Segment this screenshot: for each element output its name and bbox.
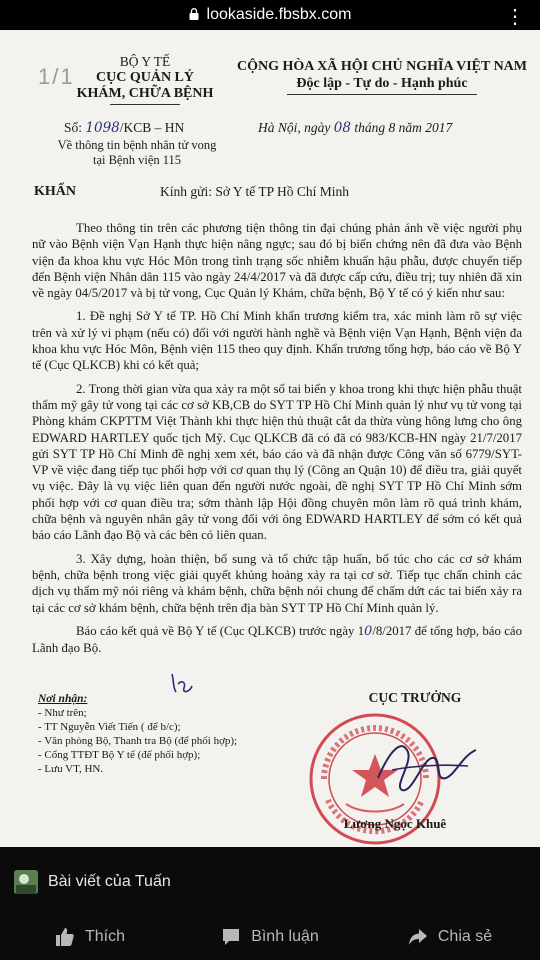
issuer-department-sub: KHÁM, CHỮA BỆNH: [76, 86, 214, 101]
paragraph-closing: [32, 623, 522, 657]
share-button[interactable]: [360, 917, 540, 957]
national-header: [232, 58, 532, 95]
document-image: [0, 30, 540, 847]
issuer-department: CỤC QUẢN LÝ: [96, 70, 194, 85]
paragraph-intro: Theo thông tin trên các phương tiện thông tin đại chúng phản ánh về việc người phụ nữ vào Bệnh viện Vạn Hạnh thực hiện nâng ngực; sau đó bị biến chứng nên đã đưa vào Bệnh viện đa khoa khu vực Hóc Môn trong tình trạng sốc nhiễm khuẩn hậu phẫu, được chuyển tiếp đến Bệnh viện Nhân dân 115 vào ngày 24/4/2017 và đã được cấp cứu, điều trị; tuy nhiên đã xin về ngày 04/5/2017 và bị tử vong, Cục Quản lý Khám, chữa bệnh, Bộ Y tế có ý kiến như sau:: [32, 221, 522, 301]
number-prefix: Số:: [64, 120, 83, 135]
number-handwritten: 1098: [85, 120, 120, 136]
paragraph-item-3: 3. Xây dựng, hoàn thiện, bổ sung và tổ chức tập huấn, bổ túc cho các cơ sở khám bệnh, chữa bệnh trong việc giải quyết khủng hoảng xảy ra tại cơ sở. Tiếp tục chấn chỉnh các dịch vụ thẩm mỹ nói riêng và khám bệnh, chữa bệnh nói chung để chấm dứt các tai biến xảy ra tại các cơ sở khám bệnh, chữa bệnh trên địa bàn SYT TP Hồ Chí Minh quản lý.: [32, 551, 522, 615]
motto-divider: [287, 94, 477, 95]
post-footer: [0, 847, 540, 960]
thumbs-up-icon: [55, 927, 75, 947]
date-prefix: Hà Nội, ngày: [258, 120, 331, 135]
page-indicator: 1/1: [38, 64, 75, 89]
issuer-header: [60, 54, 230, 105]
comment-label: Bình luận: [251, 928, 319, 945]
recipients-title: Nơi nhận:: [38, 693, 88, 705]
document-body: [32, 220, 522, 663]
like-label: Thích: [84, 928, 125, 945]
like-button[interactable]: [0, 917, 180, 957]
recipient-item: - Cổng TTĐT Bộ Y tế (để phối hợp);: [38, 749, 201, 761]
signer-name: Lương Ngọc Khuê: [343, 816, 447, 831]
post-author-label: Bài viết của Tuấn: [48, 873, 171, 890]
closing-handwritten-digit: 0: [364, 623, 373, 639]
signer-title: CỤC TRƯỞNG: [368, 690, 462, 705]
post-actions: [0, 917, 540, 957]
national-title: CỘNG HÒA XÃ HỘI CHỦ NGHĨA VIỆT NAM: [236, 59, 527, 74]
issuer-ministry: BỘ Y TẾ: [119, 54, 171, 69]
recipient-item: - Lưu VT, HN.: [38, 763, 104, 775]
paragraph-item-2: 2. Trong thời gian vừa qua xảy ra một số tai biến y khoa trong khi thực hiện phẫu thuật thẩm mỹ gây tử vong tại các cơ sở KB,CB do SYT TP Hồ Chí Minh quản lý như vụ tử vong tại Phòng khám CKPTTM Việt Thành khi thực hiện thủ thuật cắt da thừa vùng hông lưng cho ông EDWARD HARTLEY quốc tịch Mỹ. Cục QLKCB đã có đã có 983/KCB-HN ngày 21/7/2017 gửi SYT TP Hồ Chí Minh đề nghị xem xét, báo cáo và đã nhận được Công văn số 6779/SYT-VP về việc đang tiếp tục phối hợp với cơ quan thụ lý (Công an Quận 10) để điều tra, giải quyết vụ việc. Đây là vụ việc liên quan đến người nước ngoài, đề nghị SYT TP Hồ Chí Minh sớm phối hợp với cơ quan điều tra; sớm thành lập Hội đồng chuyên môn làm rõ quá trình khám, chữa bệnh và nguyên nhân gây tử vong đối với ông EDWARD HARTLEY để sớm có kết quả báo cáo Lãnh đạo Bộ và các bên có liên quan.: [32, 381, 522, 543]
national-motto: Độc lập - Tự do - Hạnh phúc: [296, 76, 468, 91]
header-divider: [110, 104, 180, 105]
document-number: [64, 120, 184, 136]
recipients-list: [38, 692, 237, 776]
share-arrow-icon: [408, 927, 428, 947]
avatar[interactable]: [14, 870, 38, 894]
comment-button[interactable]: [180, 917, 360, 957]
closing-text-post: /8/2017 để tổng hợp, báo cáo Lãnh đạo Bộ.: [32, 623, 522, 656]
post-author[interactable]: [14, 867, 171, 897]
recipient-item: - TT Nguyễn Viết Tiến ( để b/c);: [38, 721, 181, 733]
document-date: [258, 120, 452, 136]
recipient-line: Kính gửi: Sở Y tế TP Hồ Chí Minh: [160, 184, 349, 199]
recipient-item: - Như trên;: [38, 707, 87, 719]
date-rest: tháng 8 năm 2017: [354, 120, 453, 135]
lock-icon: [189, 8, 199, 20]
url-text: lookaside.fbsbx.com: [206, 6, 352, 23]
urgency-label: KHẨN: [34, 184, 76, 199]
comment-icon: [221, 927, 241, 947]
number-suffix: /KCB – HN: [119, 120, 185, 135]
paragraph-item-1: 1. Đề nghị Sở Y tế TP. Hồ Chí Minh khẩn trương kiểm tra, xác minh làm rõ sự việc trên và xử lý vi phạm (nếu có) đối với người hành nghề và Bệnh viện Vạn Hạnh, Bệnh viện đa khoa khu vực Hóc Môn, Bệnh viện 115 theo quy định. Khẩn trương tổng hợp, báo cáo về Bộ Y tế (Cục QLKCB) khi có kết quả;: [32, 309, 522, 373]
document-subject: Về thông tin bệnh nhân tử vong tại Bệnh viện 115: [57, 138, 217, 167]
closing-text-pre: Báo cáo kết quả về Bộ Y tế (Cục QLKCB) trước ngày 1: [76, 623, 365, 638]
share-label: Chia sẻ: [437, 928, 493, 945]
handwritten-signature: [372, 730, 482, 800]
more-options-icon[interactable]: ⋮: [505, 6, 526, 28]
address-bar[interactable]: [0, 6, 540, 24]
date-day-handwritten: 08: [333, 120, 351, 136]
browser-top-bar: [0, 0, 540, 30]
recipient-item: - Văn phòng Bộ, Thanh tra Bộ (để phối hợp);: [38, 735, 238, 747]
